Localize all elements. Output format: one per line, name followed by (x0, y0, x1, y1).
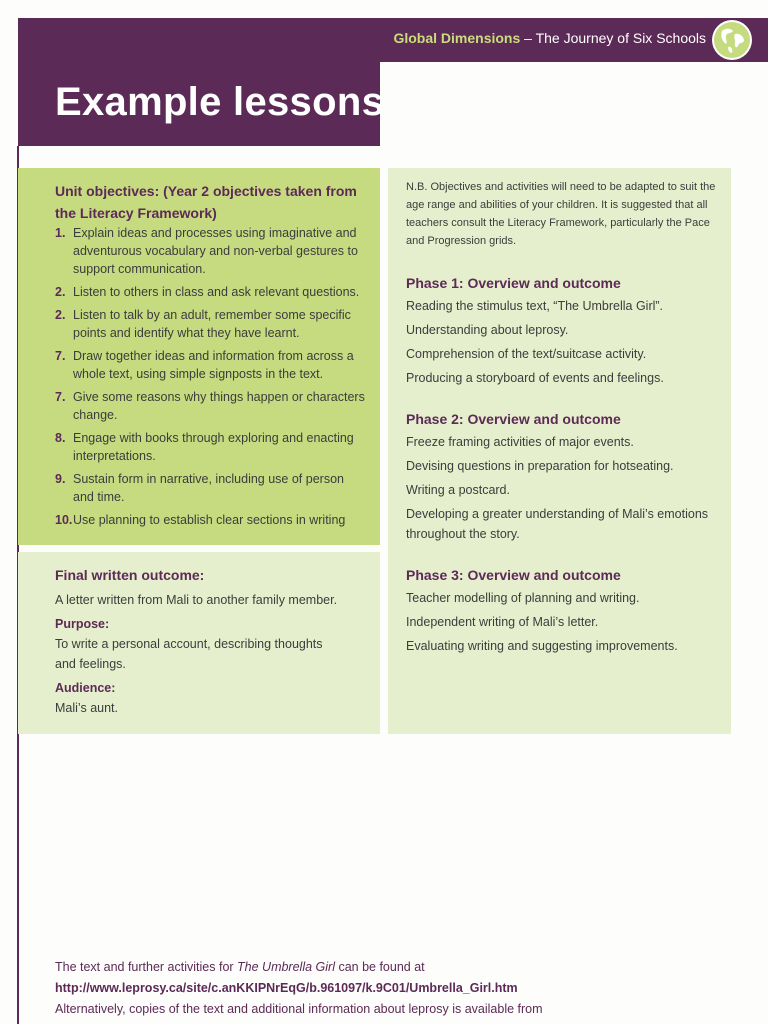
phase-item: Freeze framing activities of major events. (406, 435, 634, 449)
phases-panel (388, 168, 731, 734)
final-outcome-text: A letter written from Mali to another family member. (55, 593, 338, 607)
objective-number: 2. (55, 285, 66, 299)
footer-prefix: The text and further activities for (55, 960, 238, 974)
footer-line-3: Alternatively, copies of the text and additional information about leprosy is available from (55, 1002, 543, 1016)
phase-heading: Phase 1: Overview and outcome (406, 275, 621, 291)
final-outcome-heading: Final written outcome: (55, 567, 205, 583)
phase-2 (406, 408, 721, 544)
objective-item (55, 347, 366, 383)
umbrella-girl-link[interactable]: http://www.leprosy.ca/site/c.anKKIPNrEqG/b.961097/k.9C01/Umbrella_Girl.htm (55, 981, 518, 995)
phase-item: Reading the stimulus text, “The Umbrella Girl”. (406, 299, 664, 313)
objective-number: 8. (55, 431, 66, 445)
objective-number: 2. (55, 308, 66, 322)
objective-text: Listen to others in class and ask relevant questions. (73, 285, 360, 299)
phase-item: Comprehension of the text/suitcase activity. (406, 347, 647, 361)
phase-3 (406, 564, 721, 656)
phase-item: Developing a greater understanding of Mali’s emotions throughout the story. (406, 507, 709, 541)
phase-heading: Phase 3: Overview and outcome (406, 567, 621, 583)
objective-number: 7. (55, 349, 66, 363)
objective-item (55, 511, 366, 529)
objectives-heading: Unit objectives: (Year 2 objectives taken from the Literacy Framework) (55, 183, 357, 221)
book-title: The Umbrella Girl (237, 960, 335, 974)
purpose-label: Purpose: (55, 617, 110, 631)
phase-item: Understanding about leprosy. (406, 323, 569, 337)
objective-text: Sustain form in narrative, including use of person and time. (73, 472, 344, 504)
objective-number: 7. (55, 390, 66, 404)
footer-line-1 (55, 957, 745, 978)
final-outcome-panel (18, 552, 380, 734)
phase-item: Writing a postcard. (406, 483, 510, 497)
objective-number: 1. (55, 226, 66, 240)
audience-text: Mali’s aunt. (55, 701, 118, 715)
objective-item (55, 306, 366, 342)
objective-text: Explain ideas and processes using imaginative and adventurous vocabulary and non-verbal gestures to support communication. (73, 226, 358, 276)
adaptation-note: N.B. Objectives and activities will need to be adapted to suit the age range and abilities of your children. It is suggested that all teachers consult the Literacy Framework, particularly the Pace and Progression grids. (406, 181, 716, 247)
running-header (393, 30, 706, 46)
header-subtitle: The Journey of Six Schools (535, 30, 706, 46)
objective-item (55, 283, 366, 301)
page-title: Example lessons (55, 80, 385, 124)
phase-1 (406, 272, 721, 388)
objectives-list (55, 224, 366, 529)
purpose-text: To write a personal account, describing thoughts and feelings. (55, 637, 323, 671)
globe-icon (711, 19, 753, 61)
audience-label: Audience: (55, 681, 116, 695)
objective-number: 9. (55, 472, 66, 486)
phase-item: Producing a storyboard of events and feelings. (406, 371, 664, 385)
objective-number: 10. (55, 513, 73, 527)
objective-text: Give some reasons why things happen or characters change. (73, 390, 365, 422)
footer-suffix: can be found at (334, 960, 425, 974)
phase-item: Devising questions in preparation for hotseating. (406, 459, 674, 473)
footer-text (55, 957, 745, 1020)
phase-item: Independent writing of Mali’s letter. (406, 615, 599, 629)
objective-text: Listen to talk by an adult, remember some specific points and identify what they have learnt. (73, 308, 351, 340)
phase-item: Teacher modelling of planning and writing. (406, 591, 640, 605)
objective-item (55, 470, 366, 506)
objectives-panel (18, 168, 380, 545)
objective-item (55, 429, 366, 465)
objective-text: Draw together ideas and information from across a whole text, using simple signposts in the text. (73, 349, 354, 381)
objective-text: Use planning to establish clear sections in writing (73, 513, 346, 527)
brand-name: Global Dimensions (393, 30, 521, 46)
phase-item: Evaluating writing and suggesting improvements. (406, 639, 678, 653)
objective-item (55, 224, 366, 278)
objective-item (55, 388, 366, 424)
objective-text: Engage with books through exploring and enacting interpretations. (73, 431, 354, 463)
header-separator: – (520, 30, 536, 46)
phase-heading: Phase 2: Overview and outcome (406, 411, 621, 427)
